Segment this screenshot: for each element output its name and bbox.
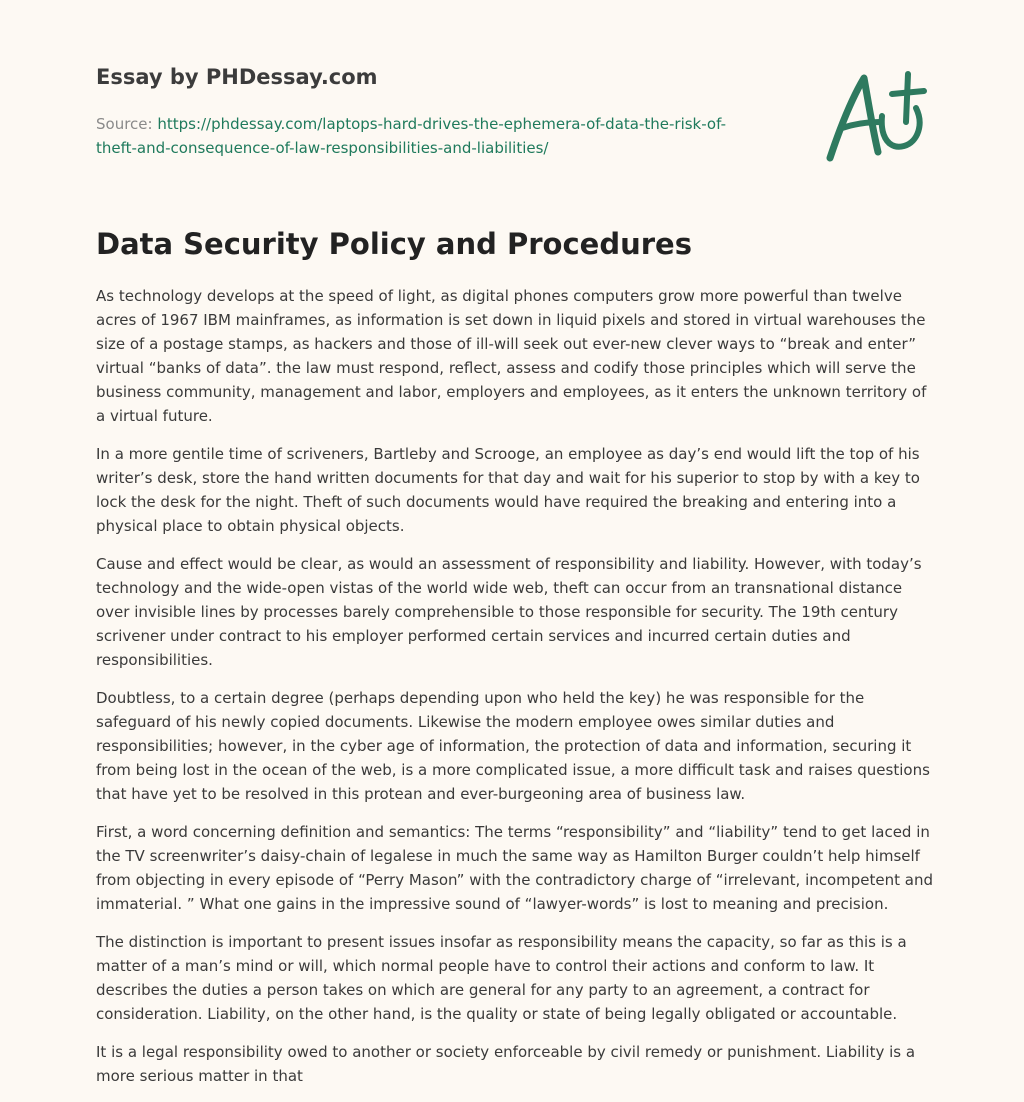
a-plus-grade-icon (818, 66, 930, 166)
article-paragraph: Doubtless, to a certain degree (perhaps depending upon who held the key) he was responsible for the safeguard of his newly copied documents. Likewise the modern employee owes similar duties and responsibilities; however, in the cyber age of information, the protection of data and information, securing it from being lost in the ocean of the web, is a more complicated issue, a more difficult task and raises questions that have yet to be resolved in this protean and ever-burgeoning area of business law. (96, 689, 930, 803)
source-link[interactable]: https://phdessay.com/laptops-hard-drives-the-ephemera-of-data-the-risk-of-theft-and-consequence-of-law-responsibilities-and-liabilities/ (96, 115, 726, 157)
article-paragraph: Cause and effect would be clear, as would an assessment of responsibility and liability. However, with today’s technology and the wide-open vistas of the world wide web, theft can occur from an transnational distance over invisible lines by processes barely comprehensible to those responsible for security. The 19th century scrivener under contract to his employer performed certain services and incurred certain duties and responsibilities. (96, 555, 922, 669)
article-paragraph: The distinction is important to present issues insofar as responsibility means the capacity, so far as this is a matter of a man’s mind or will, which normal people have to control their actions and conform to law. It describes the duties a person takes on which are general for any party to an agreement, a contract for consideration. Liability, on the other hand, is the quality or state of being legally obligated or accountable. (96, 933, 907, 1023)
article-title: Data Security Policy and Procedures (96, 227, 692, 261)
source-line (96, 112, 756, 160)
article-paragraph: First, a word concerning definition and semantics: The terms “responsibility” and “liability” tend to get laced in the TV screenwriter’s daisy-chain of legalese in much the same way as Hamilton Burger couldn’t help himself from objecting in every episode of “Perry Mason” with the contradictory charge of “irrelevant, incompetent and immaterial. ” What one gains in the impressive sound of “lawyer-words” is lost to meaning and precision. (96, 823, 934, 913)
article (96, 222, 940, 1102)
site-brand: Essay by PHDessay.com (96, 65, 378, 89)
article-paragraph: As technology develops at the speed of light, as digital phones computers grow more powerful than twelve acres of 1967 IBM mainframes, as information is set down in liquid pixels and stored in virtual warehouses the size of a postage stamps, as hackers and those of ill-will seek out ever-new clever ways to “break and enter” virtual “banks of data”. the law must respond, reflect, assess and codify those principles which will serve the business community, management and labor, employers and employees, as it enters the unknown territory of a virtual future. (96, 287, 927, 425)
article-paragraph: In a more gentile time of scriveners, Bartleby and Scrooge, an employee as day’s end would lift the top of his writer’s desk, store the hand written documents for that day and wait for his superior to stop by with a key to lock the desk for the night. Theft of such documents would have required the breaking and entering into a physical place to obtain physical objects. (96, 445, 920, 535)
source-label: Source: (96, 115, 158, 133)
article-paragraph: It is a legal responsibility owed to another or society enforceable by civil remedy or punishment. Liability is a more serious matter in that (96, 1043, 916, 1085)
header (96, 62, 756, 160)
